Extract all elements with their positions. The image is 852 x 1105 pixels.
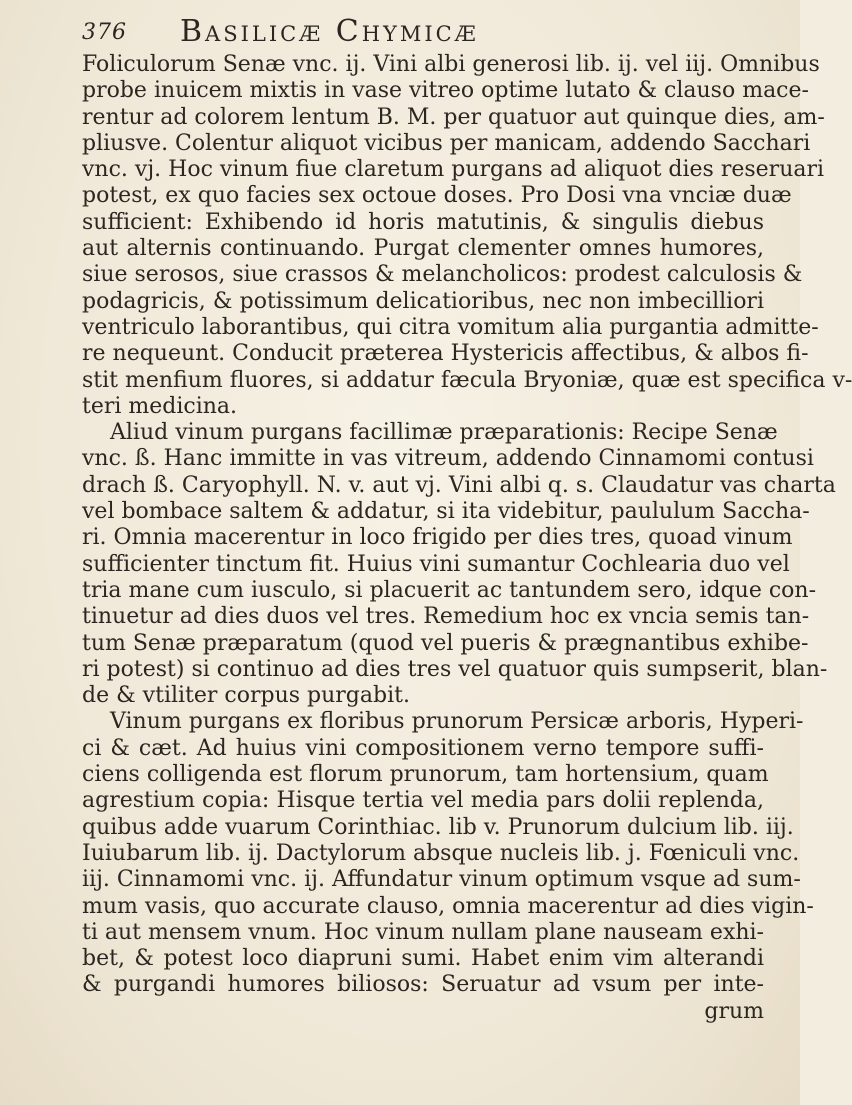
running-head: Basilicæ Chymicæ [180,14,479,49]
text-line: probe inuicem mixtis in vase vitreo optime lutato & clauso mace- [82,78,809,104]
text-line: bet, & potest loco diapruni sumi. Habet enim vim alterandi [82,946,764,972]
text-line: agrestium copia: Hisque tertia vel media pars dolii replenda, [82,788,764,814]
text-line: Foliculorum Senæ vnc. ij. Vini albi generosi lib. ij. vel iij. Omnibus [82,52,820,77]
text-line: potest, ex quo facies sex octoue doses. Pro Dosi vna vnciæ duæ [82,183,792,209]
body-text [82,52,852,1025]
text-line: ri. Omnia macerentur in loco frigido per dies tres, quoad vinum [82,525,793,551]
text-line: tinuetur ad dies duos vel tres. Remedium hoc ex vncia semis tan- [82,604,810,630]
text-line: de & vtiliter corpus purgabit. [82,683,410,709]
text-line: ventriculo laborantibus, qui citra vomitum alia purgantia admitte- [82,314,819,340]
text-line: & purgandi humores biliosos: Seruatur ad vsum per inte- [82,972,764,998]
text-line: ti aut mensem vnum. Hoc vinum nullam plane nauseam exhi- [82,919,764,945]
text-line: quibus adde vuarum Corinthiac. lib v. Prunorum dulcium lib. iij. [82,814,794,840]
page-number: 376 [82,20,127,45]
text-line: ri potest) si continuo ad dies tres vel quatuor quis sumpserit, blan- [82,656,828,682]
text-line: pliusve. Colentur aliquot vicibus per manicam, addendo Sacchari [82,130,811,156]
text-line: tum Senæ præparatum (quod vel pueris & prægnantibus exhibe- [82,630,809,656]
text-line: aut alternis continuando. Purgat clementer omnes humores, [82,236,764,262]
text-line: sufficient: Exhibendo id horis matutinis, & singulis diebus [82,209,764,235]
text-line: vel bombace saltem & addatur, si ita videbitur, paululum Saccha- [82,499,810,525]
text-line: siue serosos, siue crassos & melancholicos: prodest calculosis & [82,262,803,288]
text-line: tria mane cum iusculo, si placuerit ac tantundem sero, idque con- [82,577,817,603]
text-line: sufficienter tinctum fit. Huius vini sumantur Cochlearia duo vel [82,551,790,577]
text-line: Iuiubarum lib. ij. Dactylorum absque nucleis lib. j. Fœniculi vnc. [82,840,800,866]
text-line: vnc. vj. Hoc vinum fiue claretum purgans ad aliquot dies reseruari [82,157,825,183]
text-line: ci & cæt. Ad huius vini compositionem verno tempore suffi- [82,735,764,761]
text-line: rentur ad colorem lentum B. M. per quatuor aut quinque dies, am- [82,104,825,130]
text-line: ciens colligenda est florum prunorum, tam hortensium, quam [82,762,769,788]
text-line: Vinum purgans ex floribus prunorum Persicæ arboris, Hyperi- [110,709,804,735]
text-line: podagricis, & potissimum delicatioribus, nec non imbecilliori [82,288,764,314]
text-line: drach ß. Caryophyll. N. v. aut vj. Vini albi q. s. Claudatur vas charta [82,472,836,498]
text-line: mum vasis, quo accurate clauso, omnia macerentur ad dies vigin- [82,893,814,919]
text-line: Aliud vinum purgans facillimæ præparationis: Recipe Senæ [110,420,778,446]
text-line: vnc. ß. Hanc immitte in vas vitreum, addendo Cinnamomi contusi [82,446,814,472]
page-header [60,8,760,48]
text-line: stit menfium fluores, si addatur fæcula Bryoniæ, quæ est specifica v- [82,367,852,393]
text-line: re nequeunt. Conducit præterea Hystericis affectibus, & albos fi- [82,341,809,367]
text-line: grum [704,998,764,1024]
text-line: iij. Cinnamomi vnc. ij. Affundatur vinum optimum vsque ad sum- [82,867,801,893]
text-line: teri medicina. [82,393,238,419]
